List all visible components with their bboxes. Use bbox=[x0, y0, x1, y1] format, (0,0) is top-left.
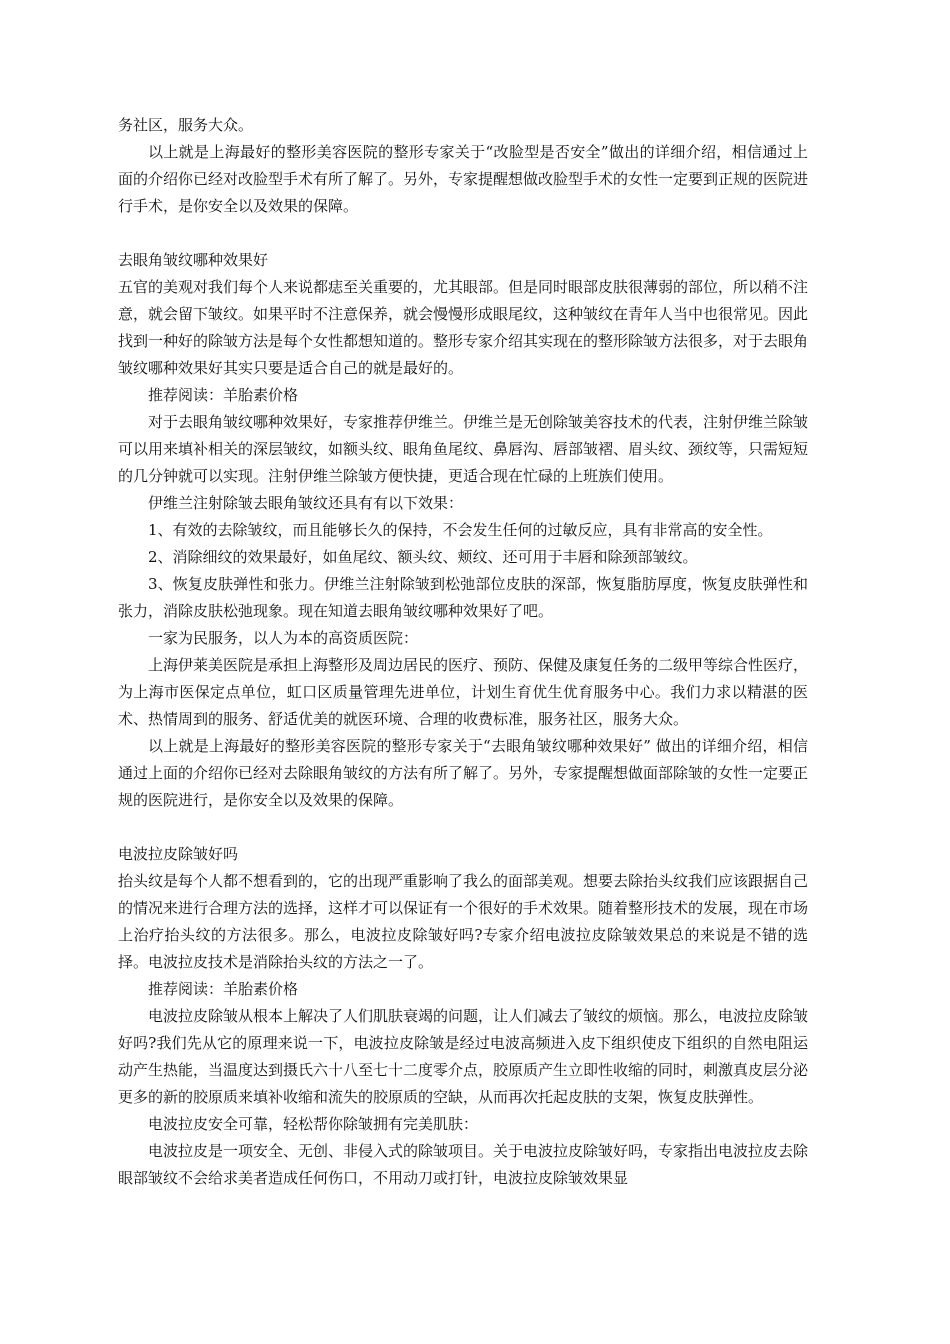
section-heading-rf-lift: 电波拉皮除皱好吗 bbox=[118, 845, 239, 863]
paragraph-safety-heading: 电波拉皮安全可靠，轻松帮你除皱拥有完美肌肤： bbox=[148, 1115, 479, 1133]
section-heading-eye-wrinkles: 去眼角皱纹哪种效果好 bbox=[118, 251, 269, 269]
recommended-reading: 推荐阅读：羊胎素价格 bbox=[148, 980, 299, 998]
paragraph-summary: 以上就是上海最好的整形美容医院的整形专家关于“去眼角皱纹哪种效果好” 做出的详细介绍，相信通过上面的介绍你已经对去除眼角皱纹的方法有所了解了。另外，专家提醒想做面部除皱的女性一定要正规的医院进行，是你安全以及效果的保障。 bbox=[118, 737, 809, 809]
list-item-effect-2: 2、消除细纹的效果最好，如鱼尾纹、额头纹、颊纹、还可用于丰唇和除颈部皱纹。 bbox=[148, 548, 698, 566]
paragraph-summary: 以上就是上海最好的整形美容医院的整形专家关于“改脸型是否安全”做出的详细介绍，相信通过上面的介绍你已经对改脸型手术有所了解了。另外，专家提醒想做改脸型手术的女性一定要到正规的医院进行手术，是你安全以及效果的保障。 bbox=[118, 143, 809, 215]
paragraph-body: 对于去眼角皱纹哪种效果好，专家推荐伊维兰。伊维兰是无创除皱美容技术的代表，注射伊维兰除皱可以用来填补相关的深层皱纹，如额头纹、眼角鱼尾纹、鼻唇沟、唇部皱褶、眉头纹、颈纹等，只需短短的几分钟就可以实现。注射伊维兰除皱方便快捷，更适合现在忙碌的上班族们使用。 bbox=[118, 413, 809, 485]
recommended-reading: 推荐阅读：羊胎素价格 bbox=[148, 386, 299, 404]
paragraph-hospital-info: 上海伊莱美医院是承担上海整形及周边居民的医疗、预防、保健及康复任务的二级甲等综合性医疗，为上海市医保定点单位，虹口区质量管理先进单位，计划生育优生优育服务中心。我们力求以精湛的医术、热情周到的服务、舒适优美的就医环境、合理的收费标准，服务社区，服务大众。 bbox=[118, 656, 809, 728]
paragraph-safety-body: 电波拉皮是一项安全、无创、非侵入式的除皱项目。关于电波拉皮除皱好吗，专家指出电波拉皮去除眼部皱纹不会给求美者造成任何伤口，不用动刀或打针，电波拉皮除皱效果显 bbox=[118, 1142, 809, 1187]
paragraph-hospital-heading: 一家为民服务，以人为本的高资质医院： bbox=[148, 629, 419, 647]
paragraph-intro: 抬头纹是每个人都不想看到的，它的出现严重影响了我么的面部美观。想要去除抬头纹我们应该跟据自己的情况来进行合理方法的选择，这样才可以保证有一个很好的手术效果。随着整形技术的发展，现在市场上治疗抬头纹的方法很多。那么，电波拉皮除皱好吗?专家介绍电波拉皮除皱效果总的来说是不错的选择。电波拉皮技术是消除抬头纹的方法之一了。 bbox=[118, 872, 809, 971]
paragraph-body: 电波拉皮除皱从根本上解决了人们肌肤衰竭的问题，让人们减去了皱纹的烦恼。那么，电波拉皮除皱好吗?我们先从它的原理来说一下，电波拉皮除皱是经过电波高频进入皮下组织使皮下组织的自然电阻运动产生热能，当温度达到摄氏六十八至七十二度零介点，胶原质产生立即性收缩的同时，刺激真皮层分泌更多的新的胶原质来填补收缩和流失的胶原质的空缺，从而再次托起皮肤的支架，恢复皮肤弹性。 bbox=[118, 1007, 809, 1106]
document-page bbox=[118, 112, 808, 1192]
list-item-effect-1: 1、有效的去除皱纹，而且能够长久的保持，不会发生任何的过敏反应，具有非常高的安全性。 bbox=[148, 521, 773, 539]
list-item-effect-3: 3、恢复皮肤弹性和张力。伊维兰注射除皱到松弛部位皮肤的深部，恢复脂肪厚度，恢复皮肤弹性和张力，消除皮肤松弛现象。现在知道去眼角皱纹哪种效果好了吧。 bbox=[118, 575, 808, 620]
paragraph-effects-intro: 伊维兰注射除皱去眼角皱纹还具有有以下效果： bbox=[148, 494, 464, 512]
paragraph-continuation: 务社区，服务大众。 bbox=[118, 116, 254, 134]
paragraph-intro: 五官的美观对我们每个人来说都痣至关重要的，尤其眼部。但是同时眼部皮肤很薄弱的部位，所以稍不注意，就会留下皱纹。如果平时不注意保养，就会慢慢形成眼尾纹，这种皱纹在青年人当中也很常见。因此找到一种好的除皱方法是每个女性都想知道的。整形专家介绍其实现在的整形除皱方法很多，对于去眼角皱纹哪种效果好其实只要是适合自己的就是最好的。 bbox=[118, 278, 809, 377]
